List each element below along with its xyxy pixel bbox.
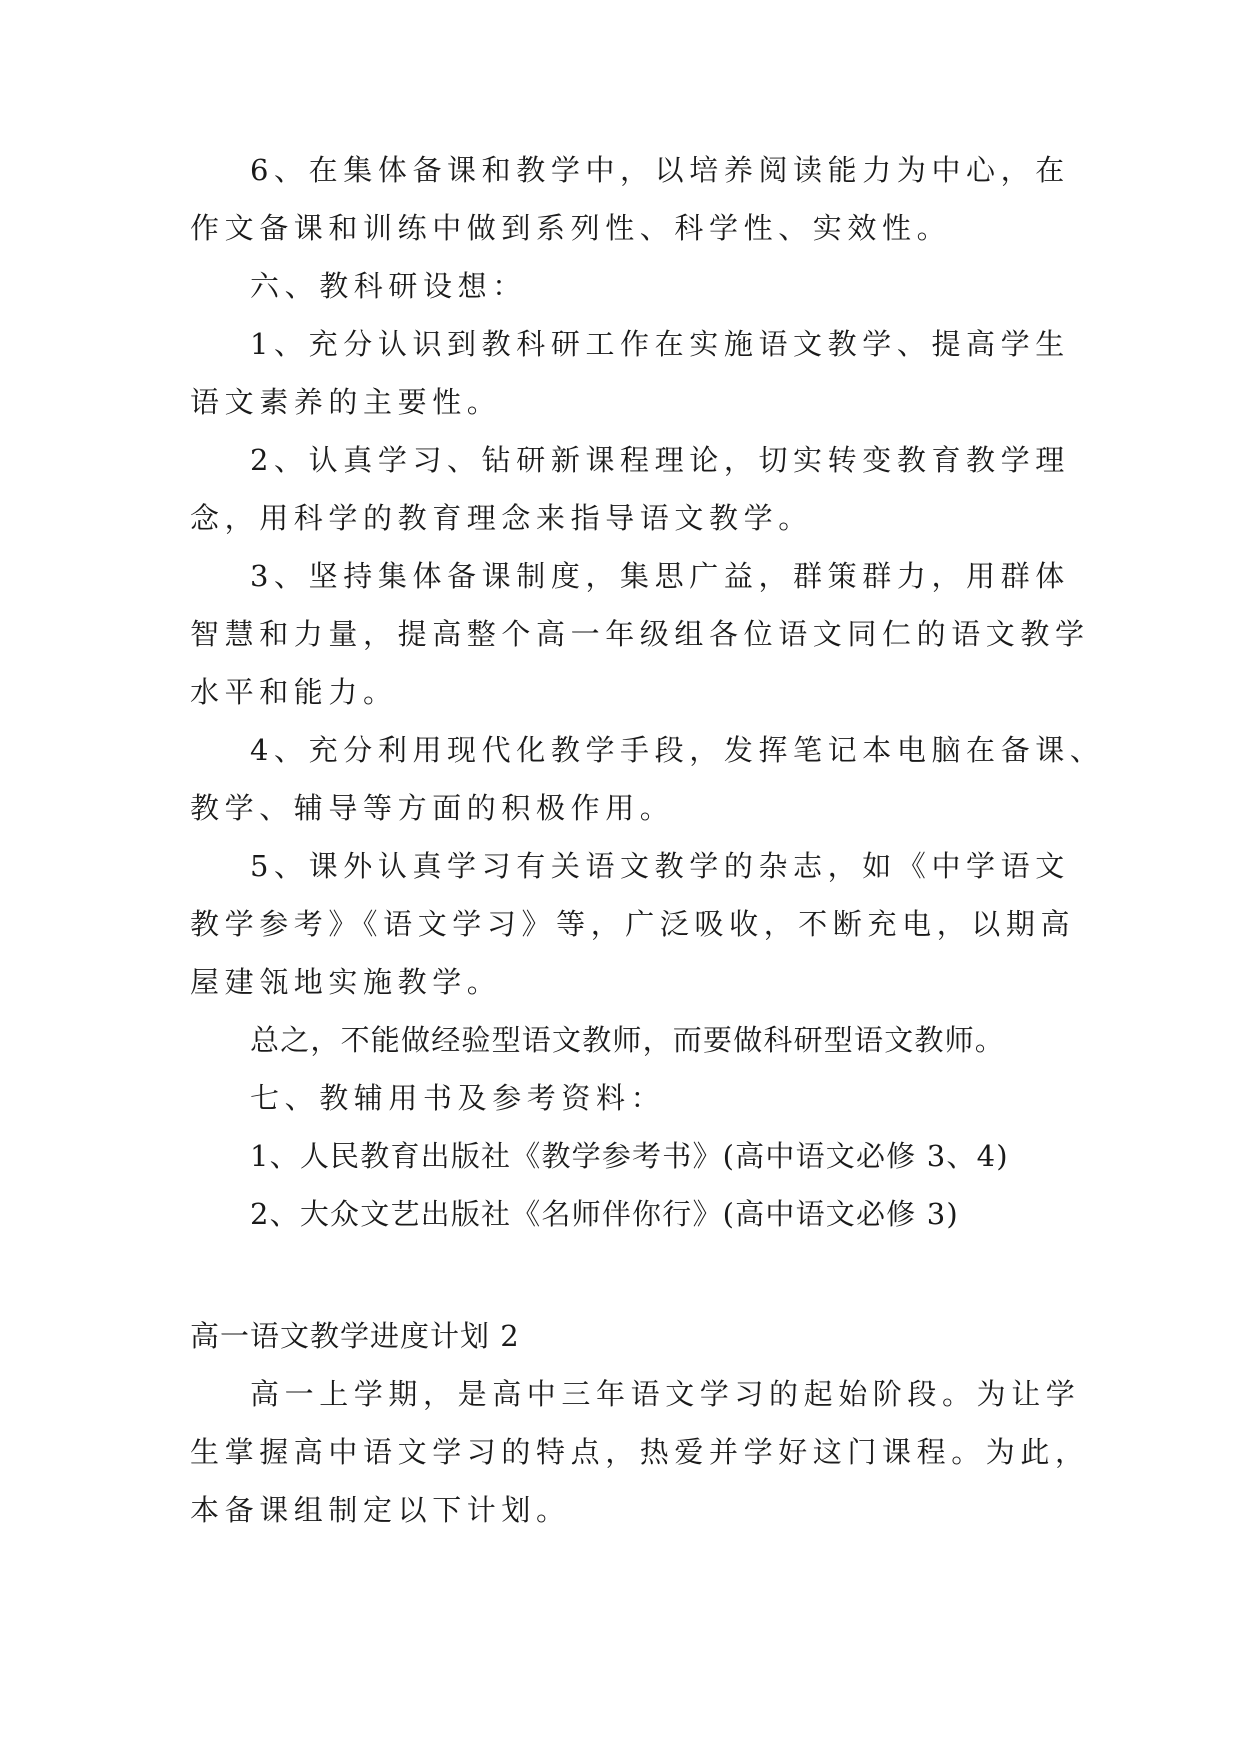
paragraph-line: 本备课组制定以下计划。 [190,1493,571,1527]
paragraph-line: 2、认真学习、钻研新课程理论，切实转变教育教学理 [250,443,1070,477]
section-heading: 七、教辅用书及参考资料： [250,1081,666,1115]
paragraph-line: 念，用科学的教育理念来指导语文教学。 [190,501,813,535]
reference-item: 2、大众文艺出版社《名师伴你行》(高中语文必修 3) [250,1197,959,1231]
paragraph-line: 生掌握高中语文学习的特点，热爱并学好这门课程。为此， [190,1435,1090,1469]
paragraph-line: 教学、辅导等方面的积极作用。 [190,791,675,825]
paragraph-line: 高一上学期，是高中三年语文学习的起始阶段。为让学 [250,1377,1081,1411]
paragraph-line: 教学参考》《语文学习》等，广泛吸收，不断充电，以期高 [190,907,1076,941]
paragraph-line: 水平和能力。 [190,675,398,709]
paragraph-line: 3、坚持集体备课制度，集思广益，群策群力，用群体 [250,559,1070,593]
section-heading: 六、教科研设想： [250,269,527,303]
paragraph-line: 1、充分认识到教科研工作在实施语文教学、提高学生 [250,327,1070,361]
document-title: 高一语文教学进度计划 2 [190,1319,520,1353]
paragraph-line: 屋建瓴地实施教学。 [190,965,502,999]
paragraph-line: 总之，不能做经验型语文教师，而要做科研型语文教师。 [250,1023,1006,1057]
paragraph-line: 语文素养的主要性。 [190,385,502,419]
paragraph-line: 4、充分利用现代化教学手段，发挥笔记本电脑在备课、 [250,733,1105,767]
reference-item: 1、人民教育出版社《教学参考书》(高中语文必修 3、4) [250,1139,1009,1173]
paragraph-line: 智慧和力量，提高整个高一年级组各位语文同仁的语文教学 [190,617,1090,651]
paragraph-line: 6、在集体备课和教学中，以培养阅读能力为中心，在 [250,153,1070,187]
paragraph-line: 作文备课和训练中做到系列性、科学性、实效性。 [190,211,952,245]
paragraph-line: 5、课外认真学习有关语文教学的杂志，如《中学语文 [250,849,1070,883]
